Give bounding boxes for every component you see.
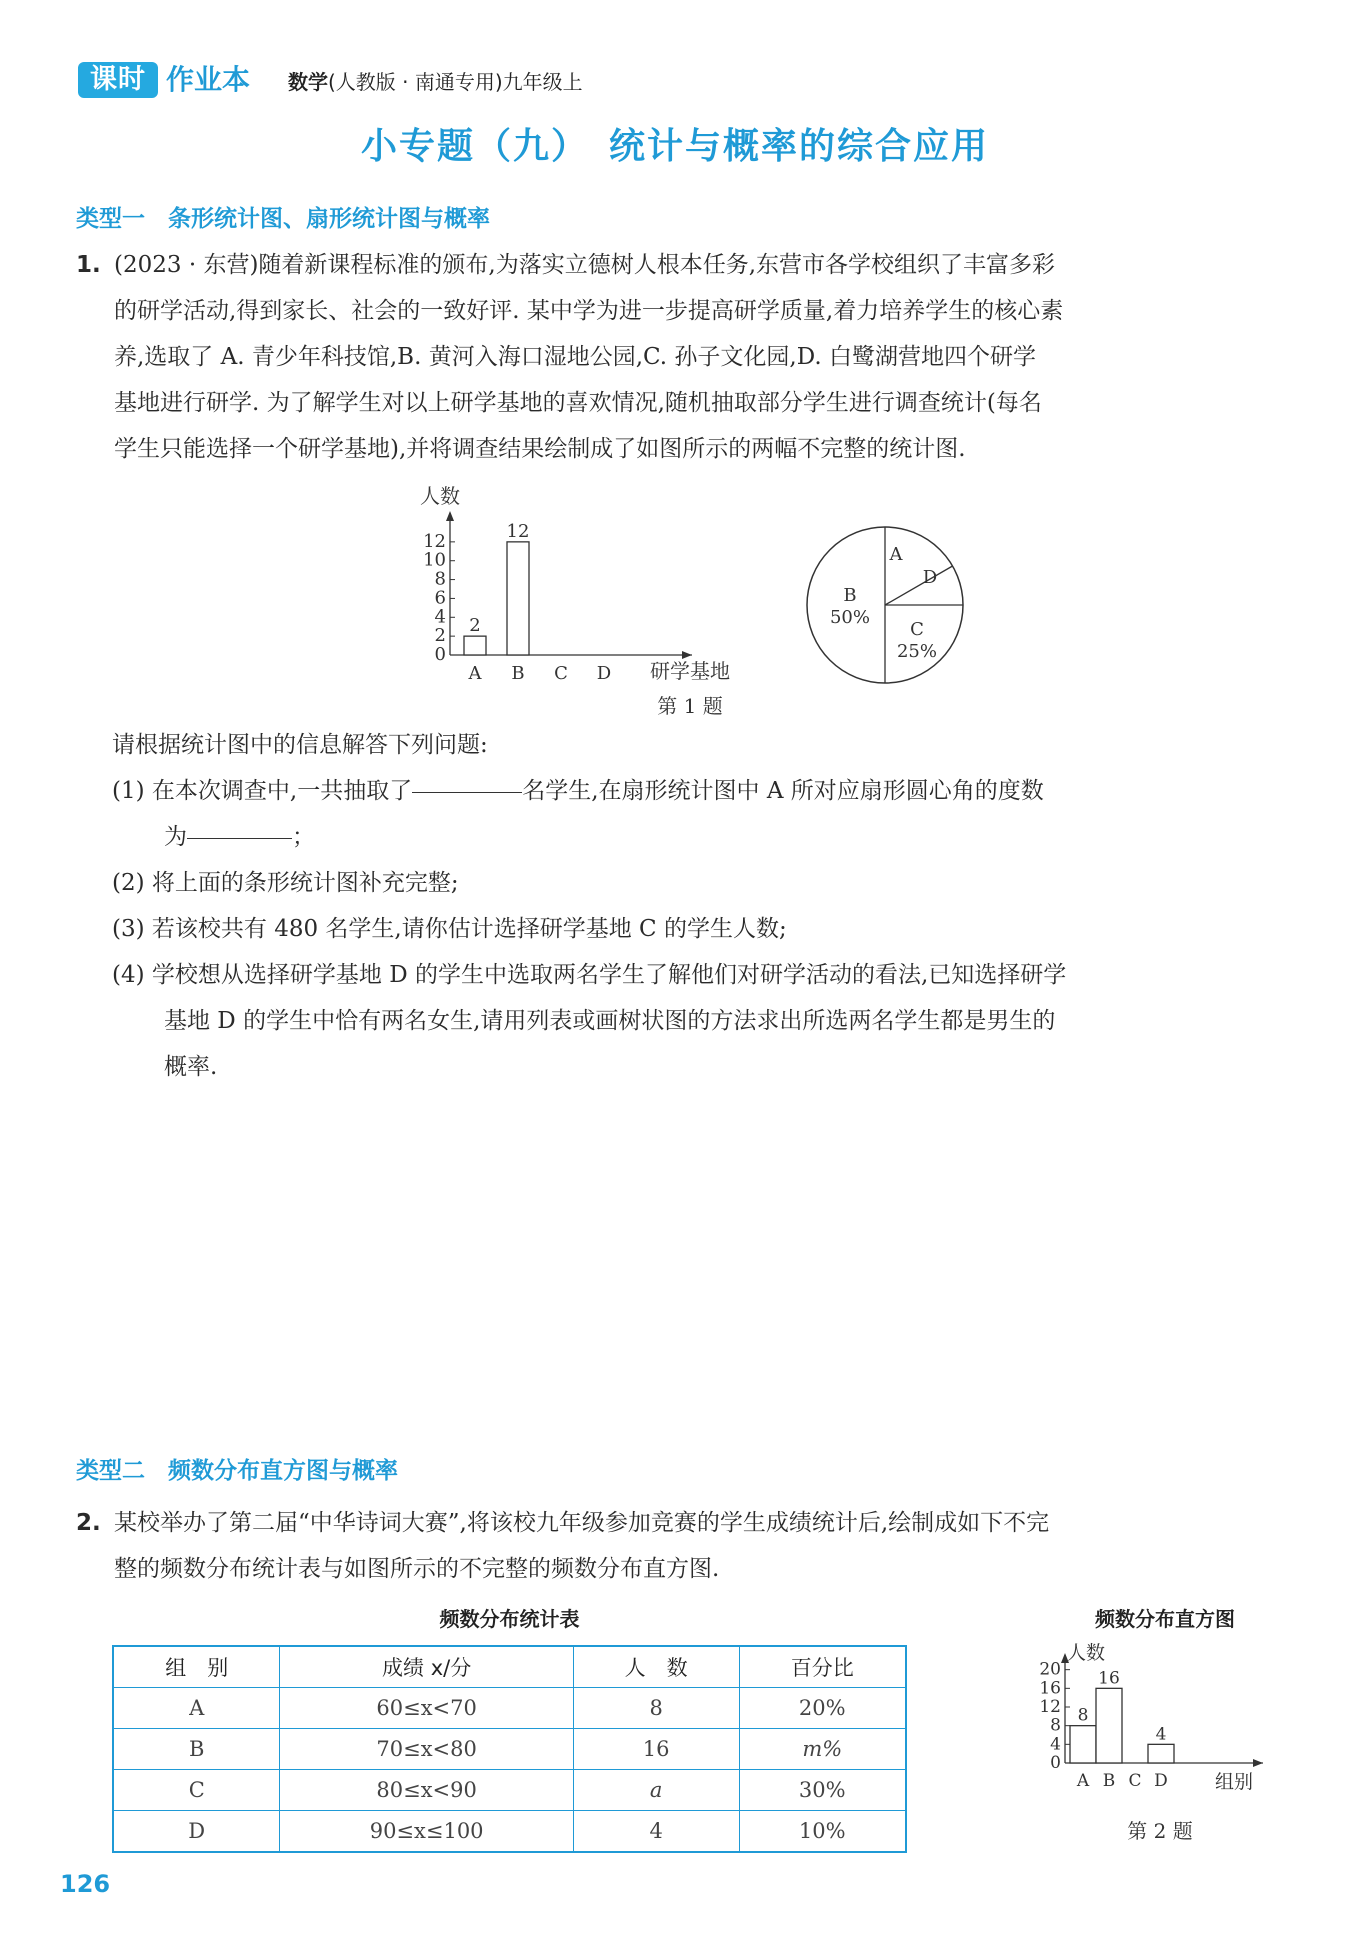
bar — [1096, 1688, 1122, 1763]
bar-chart-1 — [410, 475, 770, 695]
bar-value-label: 4 — [1155, 1724, 1167, 1745]
bar-value-label: 8 — [1077, 1705, 1089, 1726]
edition: (人教版 · 南通专用)九年级上 — [328, 70, 583, 94]
y-tick-label: 8 — [434, 568, 446, 590]
pie-slice-label: A — [889, 544, 903, 565]
y-axis-label: 人数 — [420, 484, 460, 508]
question-1 — [76, 242, 1286, 472]
table-cell: m% — [739, 1729, 906, 1770]
table-cell: 4 — [573, 1811, 739, 1853]
table-cell: 16 — [573, 1729, 739, 1770]
subq-4: 概率. — [164, 1054, 218, 1080]
y-tick-label: 0 — [1050, 1753, 1061, 1773]
column-header: 人 数 — [573, 1646, 739, 1688]
sub-questions-1 — [112, 722, 1292, 1090]
table-cell: D — [113, 1811, 280, 1853]
subq-3: (3) 若该校共有 480 名学生,请你估计选择研学基地 C 的学生人数; — [112, 916, 787, 942]
question-number: 2. — [76, 1510, 101, 1536]
x-axis-arrow — [682, 651, 692, 659]
table-cell: 30% — [739, 1770, 906, 1811]
table-row — [113, 1729, 906, 1770]
table-row — [113, 1688, 906, 1729]
question-line: 整的频数分布统计表与如图所示的不完整的频数分布直方图. — [114, 1556, 720, 1582]
bar — [464, 636, 486, 655]
table-cell: 80≤x<90 — [280, 1770, 573, 1811]
table-cell: B — [113, 1729, 280, 1770]
section-heading-2: 类型二 频数分布直方图与概率 — [76, 1458, 398, 1484]
y-tick-label: 16 — [1039, 1678, 1061, 1699]
y-tick-label: 8 — [1050, 1715, 1061, 1736]
pie-slice-label: C — [910, 619, 924, 640]
question-line: 养,选取了 A. 青少年科技馆,B. 黄河入海口湿地公园,C. 孙子文化园,D. 白鹭湖营地四个研学 — [114, 344, 1036, 370]
question-line: 学生只能选择一个研学基地),并将调查结果绘制成了如图所示的两幅不完整的统计图. — [114, 436, 966, 462]
section-heading-1: 类型一 条形统计图、扇形统计图与概率 — [76, 206, 490, 232]
question-2 — [76, 1500, 1286, 1592]
table-cell: A — [113, 1688, 280, 1729]
bar — [1070, 1726, 1096, 1763]
histogram-chart — [1035, 1635, 1285, 1810]
bar — [1148, 1744, 1174, 1763]
column-header: 百分比 — [739, 1646, 906, 1688]
x-tick-label: B — [1102, 1771, 1116, 1791]
answer-blank[interactable] — [412, 768, 522, 793]
y-tick-label: 20 — [1039, 1659, 1061, 1680]
pie-slice-label: 50% — [829, 607, 871, 628]
page-number: 126 — [60, 1870, 111, 1898]
table-cell: a — [573, 1770, 739, 1811]
column-header: 组 别 — [113, 1646, 280, 1688]
y-tick-label: 4 — [434, 606, 446, 628]
x-tick-label: A — [468, 663, 482, 684]
subq-4: 基地 D 的学生中恰有两名女生,请用列表或画树状图的方法求出所选两名学生都是男生的 — [164, 1008, 1056, 1034]
table-cell: 20% — [739, 1688, 906, 1729]
bar-value-label: 2 — [469, 615, 481, 637]
y-axis-label: 人数 — [1067, 1642, 1106, 1664]
table-header-row — [113, 1646, 906, 1688]
y-axis-arrow — [446, 511, 454, 521]
bar-value-label: 16 — [1098, 1668, 1120, 1689]
x-tick-label: C — [1128, 1771, 1142, 1791]
bar-value-label: 12 — [506, 520, 530, 542]
pie-slice-label: B — [843, 585, 857, 606]
prompt: 请根据统计图中的信息解答下列问题: — [112, 732, 488, 758]
figure-caption-1: 第 1 题 — [657, 694, 723, 718]
x-tick-label: C — [554, 663, 568, 684]
table-title: 频数分布统计表 — [439, 1607, 580, 1631]
y-tick-label: 12 — [423, 530, 446, 552]
book-info — [288, 68, 583, 96]
brand-logo: 课时 — [78, 62, 158, 98]
question-line: 的研学活动,得到家长、社会的一致好评. 某中学为进一步提高研学质量,着力培养学生的核心素 — [114, 298, 1064, 324]
subq-1b: 名学生,在扇形统计图中 A 所对应扇形圆心角的度数 — [522, 778, 1044, 804]
question-number: 1. — [76, 252, 101, 278]
table-cell: 90≤x≤100 — [280, 1811, 573, 1853]
histogram-title: 频数分布直方图 — [1095, 1607, 1235, 1631]
y-tick-label: 2 — [434, 625, 446, 647]
pie-chart-1 — [795, 520, 975, 690]
y-tick-label: 10 — [423, 549, 446, 571]
table-cell: 10% — [739, 1811, 906, 1853]
question-line: 某校举办了第二届“中华诗词大赛”,将该校九年级参加竞赛的学生成绩统计后,绘制成如下不完 — [114, 1510, 1050, 1536]
subject: 数学 — [288, 70, 328, 94]
table-cell: 8 — [573, 1688, 739, 1729]
x-tick-label: A — [1076, 1771, 1090, 1791]
pie-slice-label: 25% — [896, 641, 938, 662]
y-tick-label: 6 — [434, 587, 446, 609]
page-title: 小专题（九） 统计与概率的综合应用 — [360, 126, 989, 167]
brand-name: 作业本 — [166, 63, 251, 96]
answer-blank[interactable] — [187, 814, 292, 839]
question-line: (2023 · 东营)随着新课程标准的颁布,为落实立德树人根本任务,东营市各学校组织了丰富多彩 — [114, 252, 1056, 278]
table-cell: 60≤x<70 — [280, 1688, 573, 1729]
column-header: 成绩 x/分 — [280, 1646, 573, 1688]
table-cell: C — [113, 1770, 280, 1811]
figure-caption-2: 第 2 题 — [1127, 1819, 1193, 1843]
subq-2: (2) 将上面的条形统计图补充完整; — [112, 870, 459, 896]
x-tick-label: D — [596, 663, 612, 684]
question-line: 基地进行研学. 为了解学生对以上研学基地的喜欢情况,随机抽取部分学生进行调查统计(每名 — [114, 390, 1042, 416]
subq-4: (4) 学校想从选择研学基地 D 的学生中选取两名学生了解他们对研学活动的看法,已知选择研学 — [112, 962, 1067, 988]
subq-1c: 为 — [164, 824, 187, 850]
table-cell: 70≤x<80 — [280, 1729, 573, 1770]
x-axis-label: 研学基地 — [650, 659, 730, 683]
subq-1a: (1) 在本次调查中,一共抽取了 — [112, 778, 413, 804]
frequency-table — [112, 1645, 907, 1853]
bar — [507, 542, 529, 655]
x-axis-label: 组别 — [1215, 1771, 1254, 1793]
y-tick-label: 12 — [1039, 1697, 1061, 1717]
x-tick-label: D — [1154, 1771, 1168, 1791]
x-tick-label: B — [511, 663, 525, 684]
pie-slice-label: D — [922, 567, 938, 588]
x-axis-arrow — [1253, 1759, 1263, 1767]
table-row — [113, 1811, 906, 1853]
table-row — [113, 1770, 906, 1811]
subq-1d: ； — [292, 824, 315, 850]
y-tick-label: 0 — [434, 644, 446, 665]
y-tick-label: 4 — [1050, 1734, 1061, 1755]
